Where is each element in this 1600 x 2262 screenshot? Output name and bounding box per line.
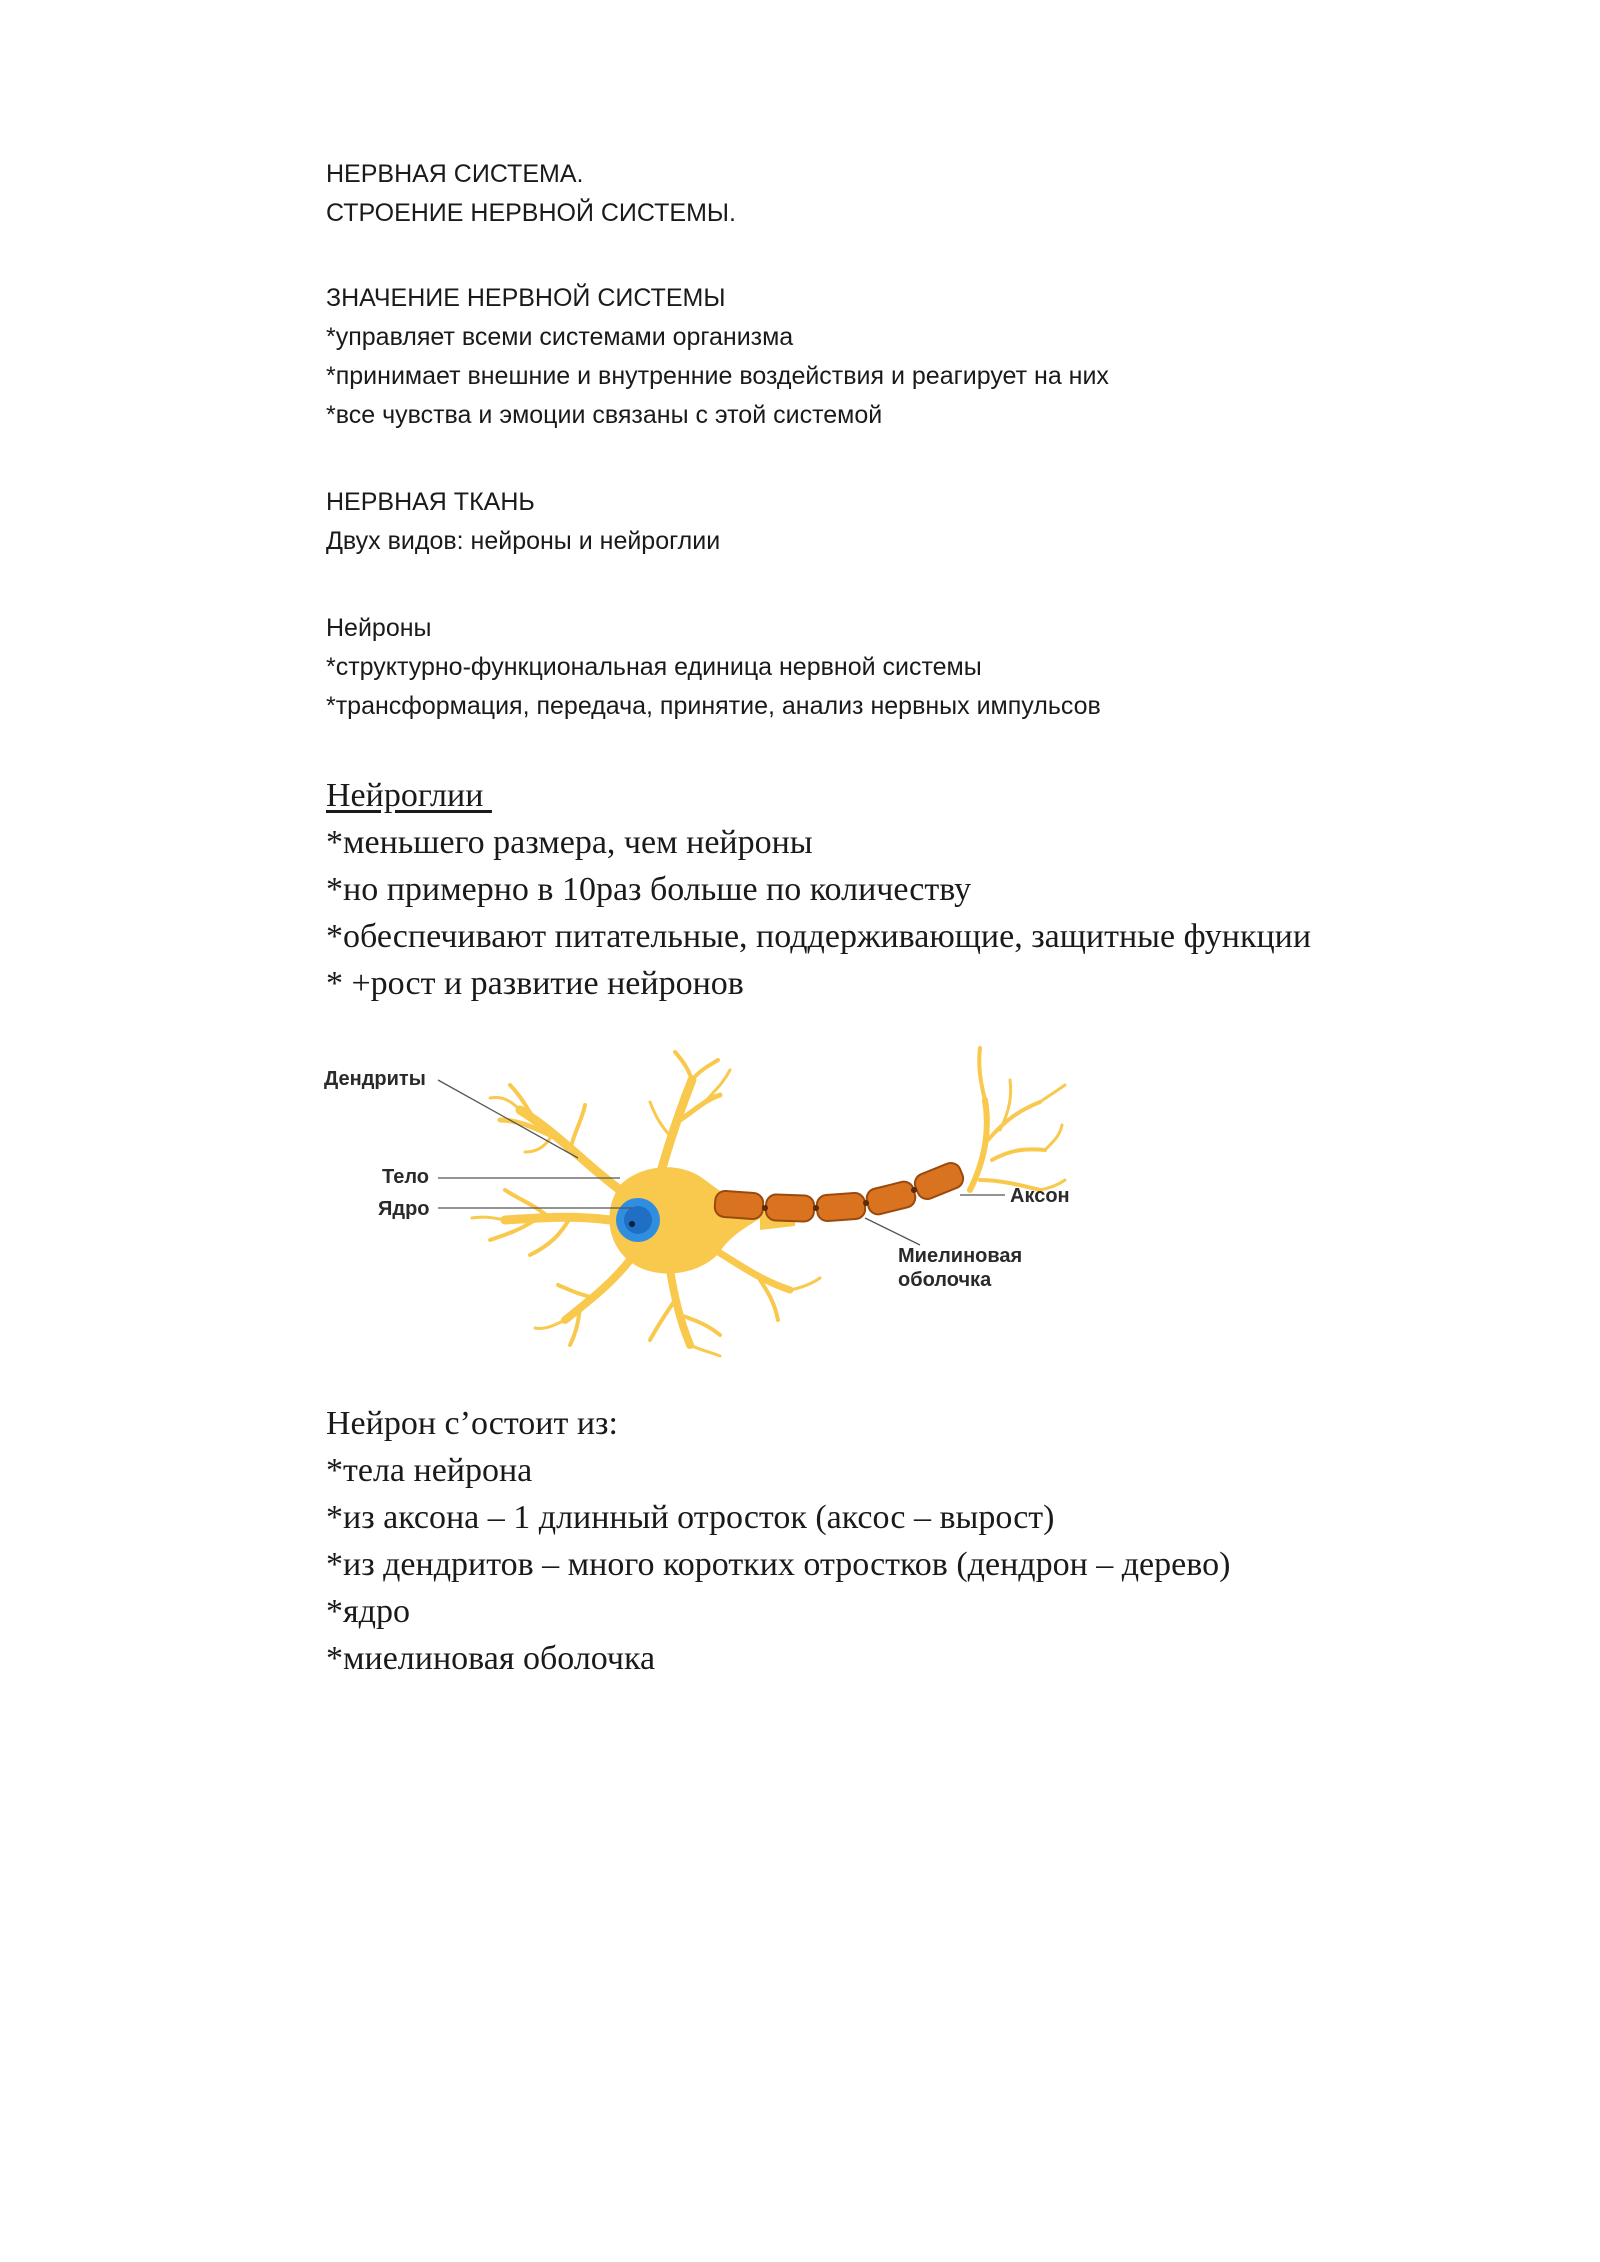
list-item: *управляет всеми системами организма bbox=[326, 323, 794, 351]
nucleolus-dot bbox=[629, 1221, 635, 1227]
list-item: *трансформация, передача, принятие, анализ нервных импульсов bbox=[326, 692, 1101, 720]
structure-title: Нейрон с’остоит из: bbox=[326, 1405, 618, 1442]
list-item: *структурно-функциональная единица нервной системы bbox=[326, 653, 982, 681]
document-header bbox=[326, 155, 736, 233]
neuroglia-section bbox=[326, 772, 1311, 1007]
list-item: * +рост и развитие нейронов bbox=[326, 965, 744, 1002]
tissue-title: НЕРВНАЯ ТКАНЬ bbox=[326, 488, 535, 516]
list-item: *меньшего размера, чем нейроны bbox=[326, 824, 813, 861]
neurons-section bbox=[326, 609, 1101, 726]
label-nucleus: Ядро bbox=[378, 1198, 430, 1220]
list-item: *все чувства и эмоции связаны с этой системой bbox=[326, 401, 883, 429]
label-axon: Аксон bbox=[1010, 1185, 1070, 1207]
header-line-2: СТРОЕНИЕ НЕРВНОЙ СИСТЕМЫ. bbox=[326, 199, 736, 227]
list-item: *но примерно в 10раз больше по количеству bbox=[326, 871, 972, 908]
neuron-diagram bbox=[320, 1040, 1080, 1360]
list-item: *из аксона – 1 длинный отросток (аксос – вырост) bbox=[326, 1499, 1055, 1536]
list-item: *обеспечивают питательные, поддерживающие, защитные функции bbox=[326, 918, 1312, 955]
list-item: *ядро bbox=[326, 1593, 410, 1630]
header-line-1: НЕРВНАЯ СИСТЕМА. bbox=[326, 160, 584, 188]
list-item: *принимает внешние и внутренние воздействия и реагирует на них bbox=[326, 362, 1109, 390]
list-item: *миелиновая оболочка bbox=[326, 1640, 656, 1677]
tissue-section bbox=[326, 483, 720, 561]
label-dendrites: Дендриты bbox=[324, 1068, 426, 1090]
label-body: Тело bbox=[382, 1166, 430, 1188]
label-myelin-line-2: оболочка bbox=[898, 1269, 992, 1291]
significance-title: ЗНАЧЕНИЕ НЕРВНОЙ СИСТЕМЫ bbox=[326, 284, 726, 312]
neuron-illustration bbox=[320, 1040, 1080, 1360]
neuroglia-title: Нейроглии bbox=[326, 777, 492, 814]
nucleus-core bbox=[624, 1206, 652, 1234]
list-item: *из дендритов – много коротких отростков (дендрон – дерево) bbox=[326, 1546, 1231, 1583]
tissue-text: Двух видов: нейроны и нейроглии bbox=[326, 527, 721, 555]
axon-myelin-sheath bbox=[714, 1160, 966, 1222]
neurons-title: Нейроны bbox=[326, 614, 432, 642]
label-myelin-line-1: Миелиновая bbox=[898, 1245, 1023, 1267]
structure-section bbox=[326, 1400, 1230, 1682]
list-item: *тела нейрона bbox=[326, 1452, 533, 1489]
significance-section bbox=[326, 279, 1109, 435]
